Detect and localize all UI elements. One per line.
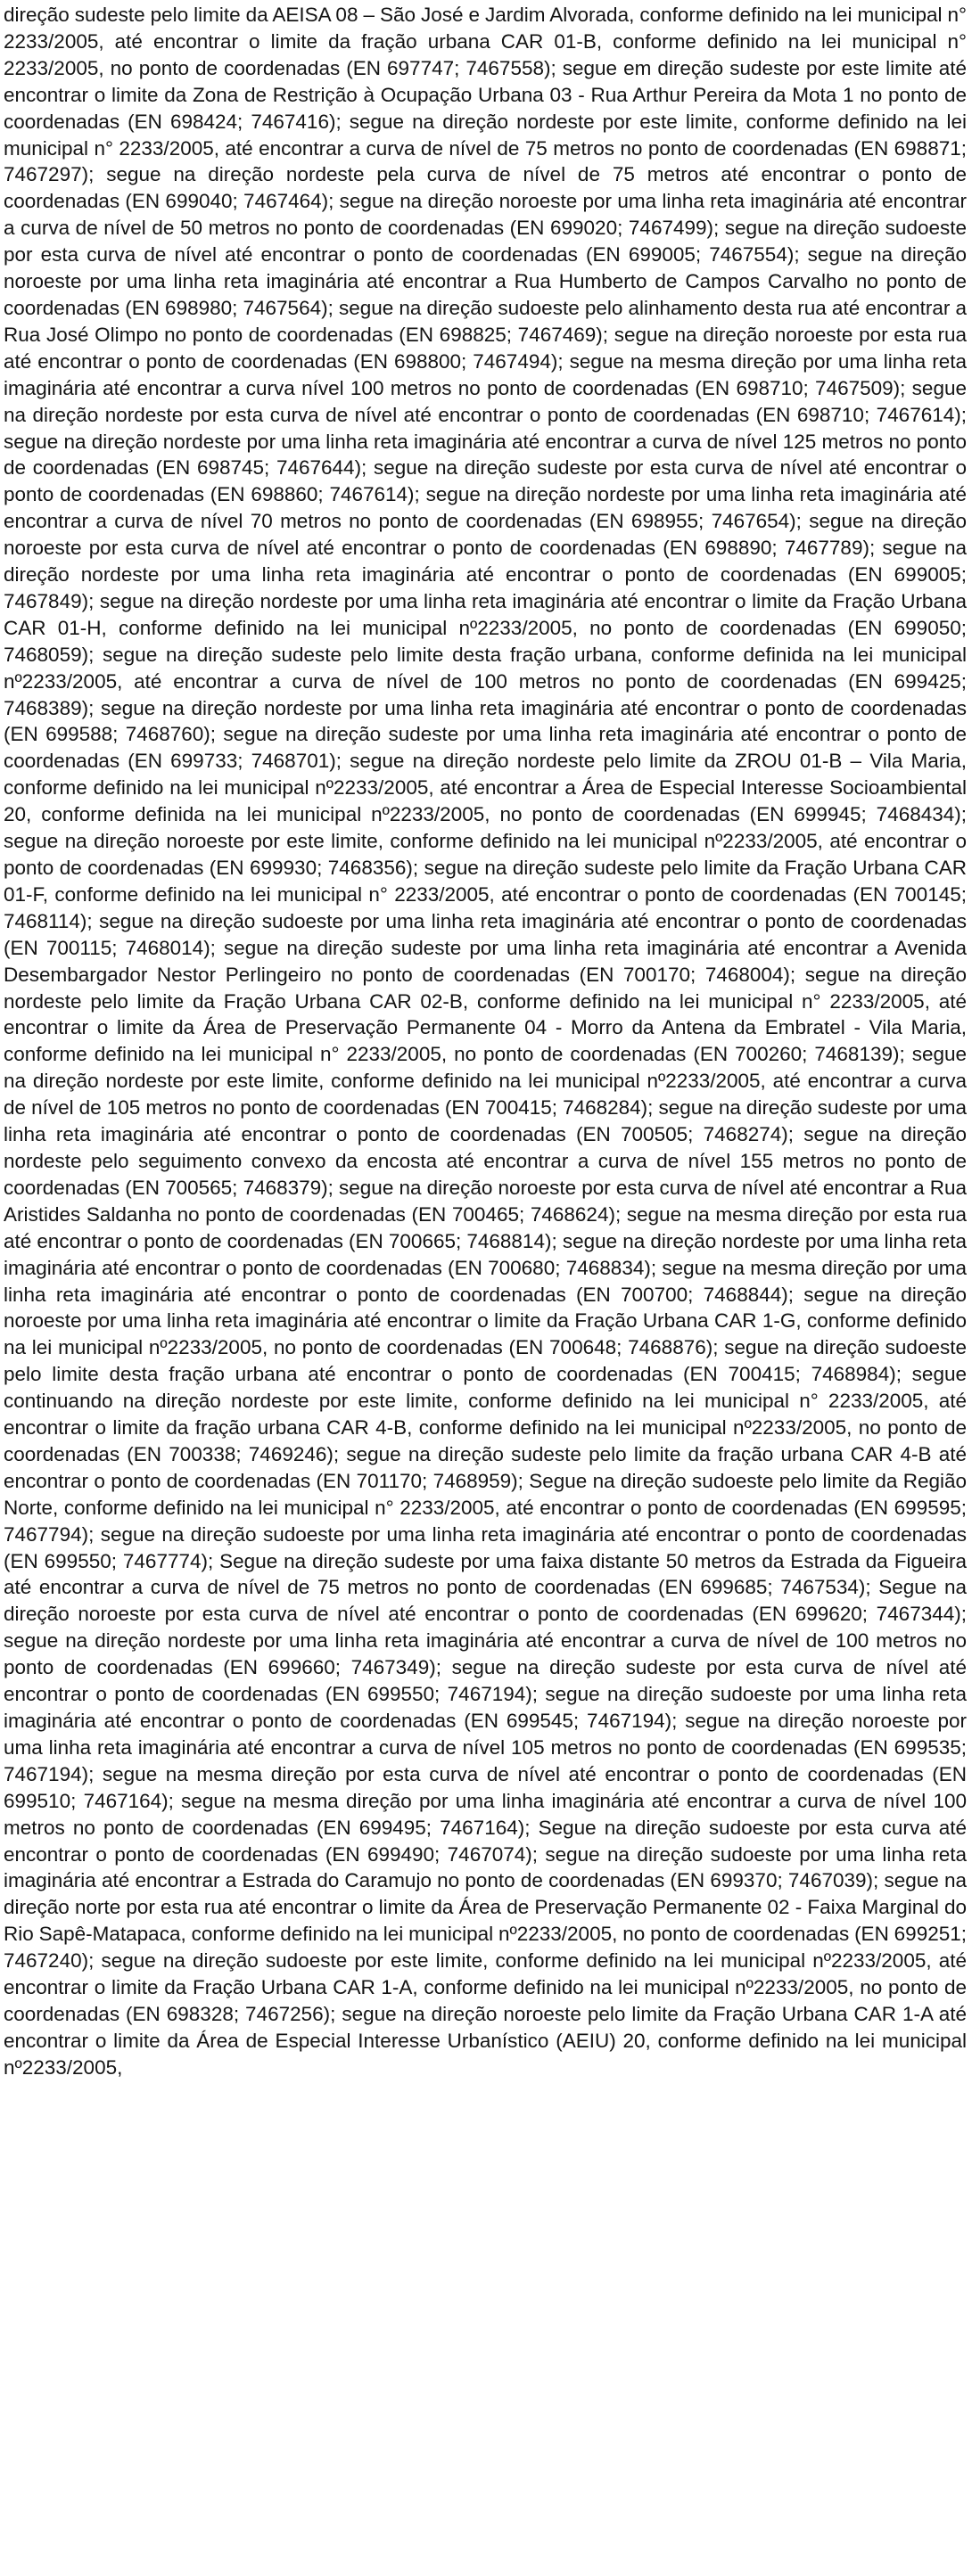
document-body-text: direção sudeste pelo limite da AEISA 08 – São José e Jardim Alvorada, conforme definido na lei municipal n° 2233/2005, até encontrar o limite da fração urbana CAR 01-B, conforme definido na lei municipal n° 2233/2005, no ponto de coordenadas (EN 697747; 7467558); segue em direção sudeste por este limite até encontrar o limite da Zona de Restrição à Ocupação Urbana 03 - Rua Arthur Pereira da Mota 1 no ponto de coordenadas (EN 698424; 7467416); segue na direção nordeste por este limite, conforme definido na lei municipal n° 2233/2005, até encontrar a curva de nível de 75 metros no ponto de coordenadas (EN 698871; 7467297); segue na direção nordeste pela curva de nível de 75 metros até encontrar o ponto de coordenadas (EN 699040; 7467464); segue na direção noroeste por uma linha reta imaginária até encontrar a curva de nível de 50 metros no ponto de coordenadas (EN 699020; 7467499); segue na direção sudoeste por esta curva de nível até encontrar o ponto de coordenadas (EN 699005; 7467554); segue na direção noroeste por uma linha reta imaginária até encontrar a Rua Humberto de Campos Carvalho no ponto de coordenadas (EN 698980; 7467564); segue na direção sudoeste pelo alinhamento desta rua até encontrar a Rua José Olimpo no ponto de coordenadas (EN 698825; 7467469); segue na direção noroeste por esta rua até encontrar o ponto de coordenadas (EN 698800; 7467494); segue na mesma direção por uma linha reta imaginária até encontrar a curva nível 100 metros no ponto de coordenadas (EN 698710; 7467509); segue na direção nordeste por esta curva de nível até encontrar o ponto de coordenadas (EN 698710; 7467614); segue na direção nordeste por uma linha reta imaginária até encontrar a curva de nível 125 metros no ponto de coordenadas (EN 698745; 7467644); segue na direção sudeste por esta curva de nível até encontrar o ponto de coordenadas (EN 698860; 7467614); segue na direção nordeste por uma linha reta imaginária até encontrar a curva de nível 70 metros no ponto de coordenadas (EN 698955; 7467654); segue na direção noroeste por esta curva de nível até encontrar o ponto de coordenadas (EN 698890; 7467789); segue na direção nordeste por uma linha reta imaginária até encontrar o ponto de coordenadas (EN 699005; 7467849); segue na direção nordeste por uma linha reta imaginária até encontrar o limite da Fração Urbana CAR 01-H, conforme definido na lei municipal nº2233/2005, no ponto de coordenadas (EN 699050; 7468059); segue na direção sudeste pelo limite desta fração urbana, conforme definida na lei municipal nº2233/2005, até encontrar a curva de nível de 100 metros no ponto de coordenadas (EN 699425; 7468389); segue na direção nordeste por uma linha reta imaginária até encontrar o ponto de coordenadas (EN 699588; 7468760); segue na direção sudeste por uma linha reta imaginária até encontrar o ponto de coordenadas (EN 699733; 7468701); segue na direção nordeste pelo limite da ZROU 01-B – Vila Maria, conforme definido na lei municipal nº2233/2005, até encontrar a Área de Especial Interesse Socioambiental 20, conforme definida na lei municipal nº2233/2005, no ponto de coordenadas (EN 699945; 7468434); segue na direção noroeste por este limite, conforme definido na lei municipal nº2233/2005, até encontrar o ponto de coordenadas (EN 699930; 7468356); segue na direção sudeste pelo limite da Fração Urbana CAR 01-F, conforme definido na lei municipal n° 2233/2005, até encontrar o ponto de coordenadas (EN 700145; 7468114); segue na direção sudoeste por uma linha reta imaginária até encontrar o ponto de coordenadas (EN 700115; 7468014); segue na direção sudeste por uma linha reta imaginária até encontrar a Avenida Desembargador Nestor Perlingeiro no ponto de coordenadas (EN 700170; 7468004); segue na direção nordeste pelo limite da Fração Urbana CAR 02-B, conforme definido na lei municipal n° 2233/2005, até encontrar o limite da Área de Preservação Permanente 04 - Morro da Antena da Embratel - Vila Maria, conforme definido na lei municipal n° 2233/2005, no ponto de coordenadas (EN 700260; 7468139); segue na direção nordeste por este limite, conforme definido na lei municipal nº2233/2005, até encontrar a curva de nível de 105 metros no ponto de coordenadas (EN 700415; 7468284); segue na direção sudeste por uma linha reta imaginária até encontrar o ponto de coordenadas (EN 700505; 7468274); segue na direção nordeste pelo seguimento convexo da encosta até encontrar a curva de nível 155 metros no ponto de coordenadas (EN 700565; 7468379); segue na direção noroeste por esta curva de nível até encontrar a Rua Aristides Saldanha no ponto de coordenadas (EN 700465; 7468624); segue na mesma direção por esta rua até encontrar o ponto de coordenadas (EN 700665; 7468814); segue na direção nordeste por uma linha reta imaginária até encontrar o ponto de coordenadas (EN 700680; 7468834); segue na mesma direção por uma linha reta imaginária até encontrar o ponto de coordenadas (EN 700700; 7468844); segue na direção noroeste por uma linha reta imaginária até encontrar o limite da Fração Urbana CAR 1-G, conforme definido na lei municipal nº2233/2005, no ponto de coordenadas (EN 700648; 7468876); segue na direção sudoeste pelo limite desta fração urbana até encontrar o ponto de coordenadas (EN 700415; 7468984); segue continuando na direção nordeste por este limite, conforme definido na lei municipal n° 2233/2005, até encontrar o limite da fração urbana CAR 4-B, conforme definido na lei municipal nº2233/2005, no ponto de coordenadas (EN 700338; 7469246); segue na direção sudeste pelo limite da fração urbana CAR 4-B até encontrar o ponto de coordenadas (EN 701170; 7468959); Segue na direção sudoeste pelo limite da Região Norte, conforme definido na lei municipal n° 2233/2005, até encontrar o ponto de coordenadas (EN 699595; 7467794); segue na direção sudoeste por uma linha reta imaginária até encontrar o ponto de coordenadas (EN 699550; 7467774); Segue na direção sudeste por uma faixa distante 50 metros da Estrada da Figueira até encontrar a curva de nível de 75 metros no ponto de coordenadas (EN 699685; 7467534); Segue na direção noroeste por esta curva de nível até encontrar o ponto de coordenadas (EN 699620; 7467344); segue na direção nordeste por uma linha reta imaginária até encontrar a curva de nível de 100 metros no ponto de coordenadas (EN 699660; 7467349); segue na direção sudeste por esta curva de nível até encontrar o ponto de coordenadas (EN 699550; 7467194); segue na direção sudoeste por uma linha reta imaginária até encontrar o ponto de coordenadas (EN 699545; 7467194); segue na direção noroeste por uma linha reta imaginária até encontrar a curva de nível 105 metros no ponto de coordenadas (EN 699535; 7467194); segue na mesma direção por esta curva de nível até encontrar o ponto de coordenadas (EN 699510; 7467164); segue na mesma direção por uma linha imaginária até encontrar a curva de nível 100 metros no ponto de coordenadas (EN 699495; 7467164); Segue na direção sudoeste por esta curva até encontrar o ponto de coordenadas (EN 699490; 7467074); segue na direção sudoeste por uma linha reta imaginária até encontrar a Estrada do Caramujo no ponto de coordenadas (EN 699370; 7467039); segue na direção norte por esta rua até encontrar o limite da Área de Preservação Permanente 02 - Faixa Marginal do Rio Sapê-Matapaca, conforme definido na lei municipal nº2233/2005, no ponto de coordenadas (EN 699251; 7467240); segue na direção sudoeste por este limite, conforme definido na lei municipal nº2233/2005, até encontrar o limite da Fração Urbana CAR 1-A, conforme definido na lei municipal nº2233/2005, no ponto de coordenadas (EN 698328; 7467256); segue na direção noroeste pelo limite da Fração Urbana CAR 1-A até encontrar o limite da Área de Especial Interesse Urbanístico (AEIU) 20, conforme definido na lei municipal nº2233/2005, bbox=[4, 4, 967, 2079]
